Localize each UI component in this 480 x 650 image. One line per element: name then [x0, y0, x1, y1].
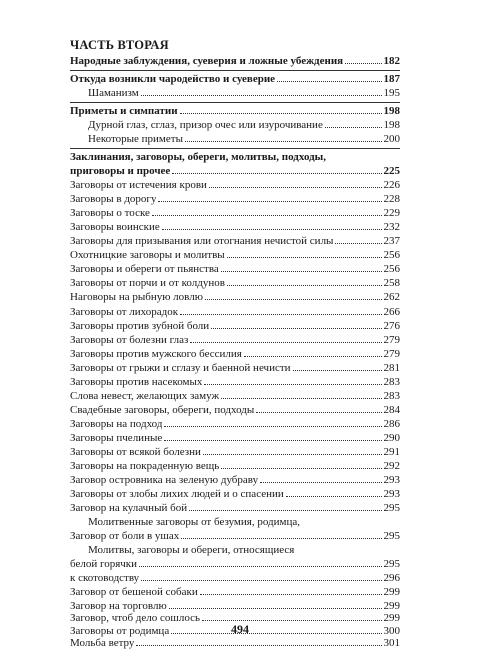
entry-page: 279 — [383, 347, 400, 360]
leader-dots — [169, 608, 382, 609]
leader-dots — [221, 271, 382, 272]
entry-page: 198 — [383, 105, 400, 118]
toc-entry[interactable] — [70, 249, 400, 261]
entry-page: 293 — [383, 487, 400, 500]
toc-entry[interactable] — [70, 235, 400, 247]
leader-dots — [335, 243, 381, 244]
toc-entry[interactable] — [70, 404, 400, 416]
entry-page: 286 — [383, 417, 400, 430]
entry-title: Заговоры и обереги от пьянства — [70, 263, 219, 276]
entry-title: к скотоводству — [70, 571, 140, 584]
toc-entry[interactable] — [70, 165, 400, 177]
toc-entry[interactable] — [70, 320, 400, 332]
entry-title: Наговоры на рыбную ловлю — [70, 291, 203, 304]
toc-entry[interactable] — [88, 133, 400, 145]
toc-entry[interactable] — [70, 530, 400, 542]
entry-page: 195 — [383, 87, 400, 100]
entry-title: Свадебные заговоры, обереги, подходы — [70, 403, 255, 416]
entry-title: приговоры и прочее — [70, 165, 171, 178]
entry-page: 295 — [383, 529, 400, 542]
leader-dots — [227, 285, 382, 286]
leader-dots — [172, 173, 381, 174]
entry-title: Заговор на кулачный бой — [70, 501, 188, 514]
entry-page: 276 — [383, 319, 400, 332]
entry-page: 226 — [383, 179, 400, 192]
toc-entry[interactable] — [70, 572, 400, 584]
entry-title: Заговоры против зубной боли — [70, 319, 210, 332]
entry-page: 299 — [383, 600, 400, 612]
entry-page: 295 — [383, 557, 400, 570]
leader-dots — [221, 468, 381, 469]
entry-title: Приметы и симпатии — [70, 105, 178, 118]
entry-page: 295 — [383, 501, 400, 514]
leader-dots — [345, 63, 381, 64]
toc-entry[interactable] — [70, 488, 400, 500]
toc-entry[interactable] — [70, 193, 400, 205]
entry-title: Заговоры от всякой болезни — [70, 445, 201, 458]
entry-page: 296 — [383, 571, 400, 584]
leader-dots — [204, 384, 381, 385]
entry-page: 187 — [383, 73, 400, 85]
toc-entry[interactable] — [70, 348, 400, 360]
toc-entry[interactable] — [70, 73, 400, 85]
entry-title: Заговор от бешеной собаки — [70, 586, 198, 598]
entry-title: Дурной глаз, сглаз, призор очес или изурочивание — [88, 119, 323, 132]
toc-entry[interactable] — [70, 502, 400, 514]
entry-title: Заговоры от злобы лихих людей и о спасении — [70, 487, 284, 500]
toc-entry[interactable] — [70, 474, 400, 486]
leader-dots — [277, 81, 381, 82]
leader-dots — [209, 187, 382, 188]
entry-title: Шаманизм — [88, 87, 139, 100]
entry-title: Заговоры против насекомых — [70, 375, 203, 388]
leader-dots — [185, 141, 382, 142]
leader-dots — [189, 510, 381, 511]
entry-page: 182 — [383, 55, 400, 67]
leader-dots — [152, 215, 382, 216]
divider — [70, 70, 400, 71]
entry-title: Заговоры на покраденную вещь — [70, 459, 220, 472]
entry-page: 232 — [383, 221, 400, 234]
leader-dots — [203, 454, 382, 455]
section-heading-line: Заклинания, заговоры, обереги, молитвы, подходы, — [70, 151, 327, 164]
entry-title: Некоторые приметы — [88, 133, 183, 146]
entry-page: 281 — [383, 361, 400, 374]
entry-page: 225 — [383, 165, 400, 178]
leader-dots — [211, 328, 381, 329]
divider — [70, 102, 400, 103]
toc-entry[interactable] — [70, 637, 400, 649]
toc-entry[interactable] — [70, 263, 400, 275]
leader-dots — [164, 426, 381, 427]
toc-entry[interactable] — [70, 558, 400, 570]
entry-title: Заговоры на подход — [70, 417, 163, 430]
entry-title: Заговоры от порчи и от колдунов — [70, 277, 225, 290]
leader-dots — [200, 594, 382, 595]
entry-title: Заговоры пчелиные — [70, 431, 163, 444]
entry-title: Заговоры воинские — [70, 221, 160, 234]
toc-entry[interactable] — [70, 586, 400, 598]
entry-title: Народные заблуждения, суеверия и ложные убеждения — [70, 55, 344, 67]
entry-title: Заговор, чтоб дело сошлось — [70, 612, 201, 625]
divider — [70, 148, 400, 149]
toc-entry[interactable] — [70, 446, 400, 458]
entry-title: Заговор от боли в ушах — [70, 529, 180, 542]
entry-title: Заговоры от грыжи и сглазу и баенной нечисти — [70, 361, 291, 374]
toc-entry[interactable] — [70, 179, 400, 191]
leader-dots — [293, 370, 382, 371]
entry-title: Заговоры от истечения крови — [70, 179, 207, 192]
entry-title: Охотницкие заговоры и молитвы — [70, 249, 225, 262]
toc-entry[interactable] — [70, 291, 400, 303]
leader-dots — [205, 299, 382, 300]
entry-page: 256 — [383, 263, 400, 276]
entry-page: 301 — [383, 637, 400, 650]
entry-page: 256 — [383, 249, 400, 262]
entry-page: 266 — [383, 305, 400, 318]
entry-title: Мольба ветру — [70, 637, 135, 650]
entry-title: Заговор на торговлю — [70, 600, 167, 612]
toc-entry[interactable] — [70, 221, 400, 233]
leader-dots — [221, 398, 381, 399]
entry-page: 299 — [383, 612, 400, 625]
leader-dots — [136, 645, 381, 646]
entry-title: Заговоры от родимца — [70, 624, 170, 637]
toc-entry[interactable] — [88, 87, 400, 99]
entry-page: 200 — [383, 133, 400, 146]
entry-page: 198 — [383, 119, 400, 132]
leader-dots — [227, 257, 382, 258]
entry-title: Заговоры для призывания или отогнания нечистой силы — [70, 235, 334, 248]
toc-entry[interactable] — [70, 105, 400, 117]
toc-entry[interactable] — [70, 600, 400, 612]
entry-title: белой горячки — [70, 557, 138, 570]
entry-page: 279 — [383, 333, 400, 346]
entry-title: Слова невест, желающих замуж — [70, 389, 220, 402]
toc-entry[interactable] — [70, 390, 400, 402]
leader-dots — [180, 113, 382, 114]
entry-page: 258 — [383, 277, 400, 290]
leader-dots — [141, 95, 382, 96]
page-number: 494 — [231, 622, 249, 636]
entry-title-line: Молитвы, заговоры и обереги, относящиеся — [88, 543, 295, 556]
entry-page: 300 — [383, 624, 400, 637]
leader-dots — [139, 566, 381, 567]
leader-dots — [158, 201, 381, 202]
entry-page: 237 — [383, 235, 400, 248]
entry-title: Заговоры о тоске — [70, 207, 150, 220]
leader-dots — [244, 356, 382, 357]
entry-title: Заговоры от лихорадок — [70, 305, 179, 318]
toc-entry[interactable] — [70, 334, 400, 346]
entry-title: Откуда возникли чародейство и суеверие — [70, 73, 276, 85]
leader-dots — [181, 538, 381, 539]
part-title: ЧАСТЬ ВТОРАЯ — [70, 38, 169, 52]
entry-page: 283 — [383, 375, 400, 388]
toc-entry[interactable] — [70, 376, 400, 388]
toc-entry[interactable] — [88, 119, 400, 131]
leader-dots — [141, 580, 381, 581]
leader-dots — [256, 412, 381, 413]
leader-dots — [164, 440, 381, 441]
entry-page: 228 — [383, 193, 400, 206]
leader-dots — [180, 314, 381, 315]
toc-entry[interactable] — [70, 55, 400, 67]
toc-entry[interactable] — [70, 277, 400, 289]
entry-page: 292 — [383, 459, 400, 472]
entry-title-line: Молитвенные заговоры от безумия, родимца, — [88, 515, 300, 528]
entry-page: 299 — [383, 586, 400, 598]
leader-dots — [260, 482, 381, 483]
toc-entry[interactable] — [70, 460, 400, 472]
toc-entry[interactable] — [70, 306, 400, 318]
entry-page: 284 — [383, 403, 400, 416]
toc-entry[interactable] — [70, 432, 400, 444]
entry-page: 229 — [383, 207, 400, 220]
entry-title: Заговоры от болезни глаз — [70, 333, 189, 346]
toc-entry[interactable] — [70, 418, 400, 430]
leader-dots — [190, 342, 381, 343]
entry-page: 283 — [383, 389, 400, 402]
leader-dots — [325, 127, 382, 128]
entry-page: 290 — [383, 431, 400, 444]
leader-dots — [286, 496, 382, 497]
entry-page: 293 — [383, 473, 400, 486]
toc-entry[interactable] — [70, 362, 400, 374]
toc-entry[interactable] — [70, 207, 400, 219]
leader-dots — [162, 229, 382, 230]
entry-title: Заговоры в дорогу — [70, 193, 157, 206]
entry-title: Заговоры против мужского бессилия — [70, 347, 242, 360]
entry-page: 291 — [383, 445, 400, 458]
entry-page: 262 — [383, 291, 400, 304]
entry-title: Заговор островника на зеленую дубраву — [70, 473, 259, 486]
